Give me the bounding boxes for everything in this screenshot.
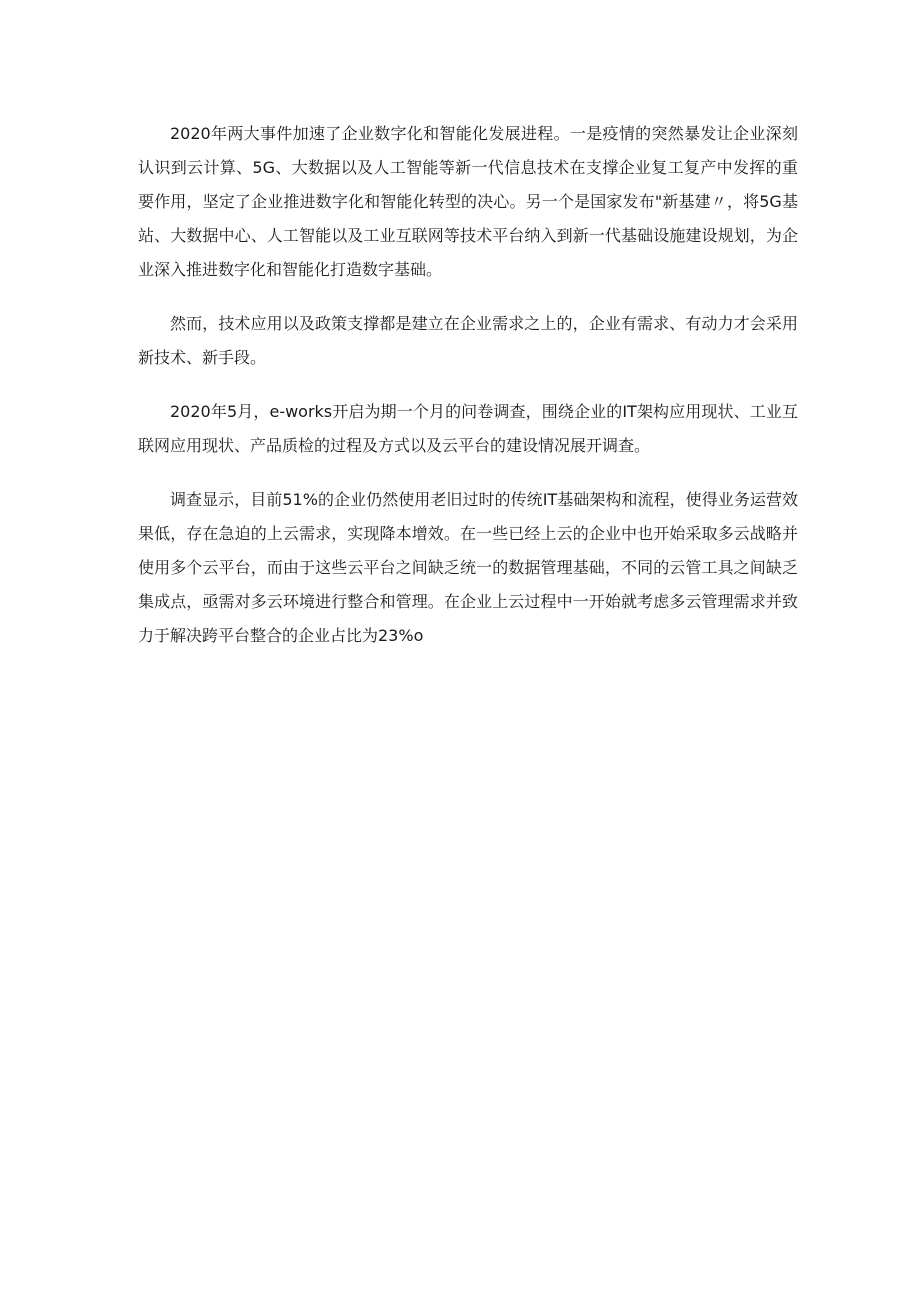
paragraph-enterprise-demand: 然而，技术应用以及政策支撑都是建立在企业需求之上的，企业有需求、有动力才会采用新技术、新手段。: [138, 314, 798, 367]
paragraph-survey-results: 调查显示，目前51%的企业仍然使用老旧过时的传统IT基础架构和流程，使得业务运营效果低，存在急迫的上云需求，实现降本增效。在一些已经上云的企业中也开始采取多云战略并使用多个云平台，而由于这些云平台之间缺乏统一的数据管理基础，不同的云管工具之间缺乏集成点，亟需对多云环境进行整合和管理。在企业上云过程中一开始就考虑多云管理需求并致力于解决跨平台整合的企业占比为23%o: [138, 490, 798, 645]
paragraph-survey-intro: 2020年5月，e-works开启为期一个月的问卷调查，围绕企业的IT架构应用现状、工业互联网应用现状、产品质检的过程及方式以及云平台的建设情况展开调查。: [138, 402, 798, 455]
paragraph-digitalization-events: 2020年两大事件加速了企业数字化和智能化发展进程。一是疫情的突然暴发让企业深刻认识到云计算、5G、大数据以及人工智能等新一代信息技术在支撑企业复工复产中发挥的重要作用，坚定了企业推进数字化和智能化转型的决心。另一个是国家发布"新基建〃，将5G基站、大数据中心、人工智能以及工业互联网等技术平台纳入到新一代基础设施建设规划，为企业深入推进数字化和智能化打造数字基础。: [138, 124, 798, 279]
document-body: [138, 117, 798, 673]
